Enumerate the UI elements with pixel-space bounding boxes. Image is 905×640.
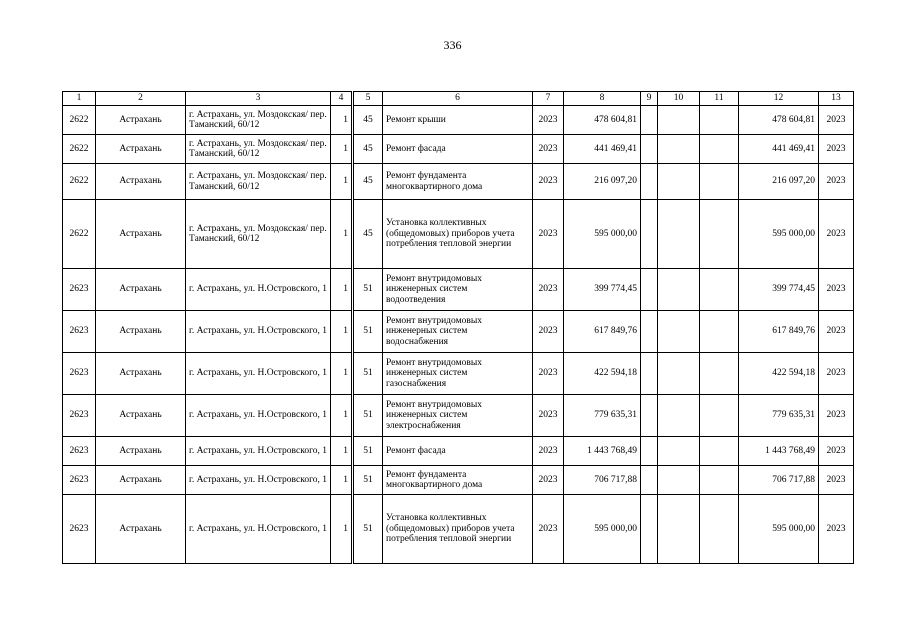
row-number-cell: 2622 — [63, 135, 96, 164]
completion-year-cell: 2023 — [819, 106, 854, 135]
amount-cell: 422 594,18 — [564, 353, 641, 395]
empty-cell-11 — [700, 495, 739, 564]
value-cell-4: 1 — [331, 495, 353, 564]
empty-cell-11 — [700, 135, 739, 164]
city-cell: Астрахань — [96, 106, 186, 135]
empty-cell-11 — [700, 269, 739, 311]
work-type-cell: Ремонт крыши — [383, 106, 533, 135]
address-cell: г. Астрахань, ул. Н.Островского, 1 — [186, 395, 331, 437]
empty-cell-11 — [700, 106, 739, 135]
value-cell-4: 1 — [331, 437, 353, 466]
year-cell: 2023 — [533, 200, 564, 269]
table-row — [63, 164, 854, 200]
total-cell: 1 443 768,49 — [739, 437, 819, 466]
empty-cell-11 — [700, 466, 739, 495]
col-header-6: 6 — [383, 92, 533, 106]
row-number-cell: 2623 — [63, 466, 96, 495]
value-cell-5: 51 — [353, 311, 383, 353]
year-cell: 2023 — [533, 395, 564, 437]
value-cell-5: 45 — [353, 106, 383, 135]
total-cell: 478 604,81 — [739, 106, 819, 135]
address-cell: г. Астрахань, ул. Н.Островского, 1 — [186, 353, 331, 395]
header-row — [63, 92, 854, 106]
empty-cell-9 — [641, 466, 658, 495]
empty-cell-9 — [641, 437, 658, 466]
empty-cell-10 — [658, 495, 700, 564]
empty-cell-9 — [641, 495, 658, 564]
empty-cell-11 — [700, 353, 739, 395]
col-header-10: 10 — [658, 92, 700, 106]
total-cell: 595 000,00 — [739, 495, 819, 564]
city-cell: Астрахань — [96, 466, 186, 495]
completion-year-cell: 2023 — [819, 395, 854, 437]
col-header-4: 4 — [331, 92, 353, 106]
city-cell: Астрахань — [96, 353, 186, 395]
year-cell: 2023 — [533, 311, 564, 353]
completion-year-cell: 2023 — [819, 269, 854, 311]
value-cell-5: 45 — [353, 135, 383, 164]
value-cell-4: 1 — [331, 269, 353, 311]
empty-cell-10 — [658, 395, 700, 437]
empty-cell-10 — [658, 106, 700, 135]
col-header-1: 1 — [63, 92, 96, 106]
completion-year-cell: 2023 — [819, 164, 854, 200]
value-cell-4: 1 — [331, 135, 353, 164]
table-row — [63, 353, 854, 395]
table-row — [63, 395, 854, 437]
total-cell: 422 594,18 — [739, 353, 819, 395]
empty-cell-11 — [700, 164, 739, 200]
year-cell: 2023 — [533, 437, 564, 466]
col-header-7: 7 — [533, 92, 564, 106]
empty-cell-9 — [641, 269, 658, 311]
city-cell: Астрахань — [96, 135, 186, 164]
empty-cell-9 — [641, 395, 658, 437]
amount-cell: 617 849,76 — [564, 311, 641, 353]
empty-cell-9 — [641, 135, 658, 164]
total-cell: 706 717,88 — [739, 466, 819, 495]
empty-cell-9 — [641, 106, 658, 135]
total-cell: 399 774,45 — [739, 269, 819, 311]
amount-cell: 595 000,00 — [564, 495, 641, 564]
work-type-cell: Ремонт фасада — [383, 437, 533, 466]
city-cell: Астрахань — [96, 395, 186, 437]
completion-year-cell: 2023 — [819, 200, 854, 269]
year-cell: 2023 — [533, 495, 564, 564]
row-number-cell: 2623 — [63, 437, 96, 466]
empty-cell-10 — [658, 311, 700, 353]
work-type-cell: Установка коллективных (общедомовых) приборов учета потребления тепловой энергии — [383, 200, 533, 269]
row-number-cell: 2623 — [63, 495, 96, 564]
value-cell-5: 51 — [353, 353, 383, 395]
completion-year-cell: 2023 — [819, 437, 854, 466]
amount-cell: 478 604,81 — [564, 106, 641, 135]
work-type-cell: Ремонт внутридомовых инженерных систем газоснабжения — [383, 353, 533, 395]
table-row — [63, 495, 854, 564]
table-row — [63, 437, 854, 466]
city-cell: Астрахань — [96, 269, 186, 311]
empty-cell-9 — [641, 311, 658, 353]
table-row — [63, 135, 854, 164]
value-cell-4: 1 — [331, 106, 353, 135]
works-table — [62, 91, 854, 564]
year-cell: 2023 — [533, 164, 564, 200]
city-cell: Астрахань — [96, 200, 186, 269]
empty-cell-11 — [700, 395, 739, 437]
empty-cell-10 — [658, 353, 700, 395]
value-cell-5: 45 — [353, 200, 383, 269]
address-cell: г. Астрахань, ул. Моздокская/ пер. Таманский, 60/12 — [186, 135, 331, 164]
empty-cell-11 — [700, 311, 739, 353]
value-cell-4: 1 — [331, 466, 353, 495]
completion-year-cell: 2023 — [819, 311, 854, 353]
row-number-cell: 2622 — [63, 106, 96, 135]
page-number: 336 — [443, 38, 462, 52]
city-cell: Астрахань — [96, 495, 186, 564]
row-number-cell: 2623 — [63, 395, 96, 437]
year-cell: 2023 — [533, 269, 564, 311]
year-cell: 2023 — [533, 353, 564, 395]
amount-cell: 216 097,20 — [564, 164, 641, 200]
work-type-cell: Ремонт фундамента многоквартирного дома — [383, 164, 533, 200]
col-header-13: 13 — [819, 92, 854, 106]
address-cell: г. Астрахань, ул. Н.Островского, 1 — [186, 269, 331, 311]
completion-year-cell: 2023 — [819, 353, 854, 395]
row-number-cell: 2622 — [63, 200, 96, 269]
empty-cell-10 — [658, 164, 700, 200]
total-cell: 216 097,20 — [739, 164, 819, 200]
col-header-8: 8 — [564, 92, 641, 106]
work-type-cell: Ремонт фундамента многоквартирного дома — [383, 466, 533, 495]
work-type-cell: Ремонт внутридомовых инженерных систем электроснабжения — [383, 395, 533, 437]
value-cell-4: 1 — [331, 164, 353, 200]
amount-cell: 441 469,41 — [564, 135, 641, 164]
col-header-5: 5 — [353, 92, 383, 106]
completion-year-cell: 2023 — [819, 495, 854, 564]
row-number-cell: 2623 — [63, 311, 96, 353]
empty-cell-10 — [658, 437, 700, 466]
year-cell: 2023 — [533, 135, 564, 164]
city-cell: Астрахань — [96, 437, 186, 466]
empty-cell-10 — [658, 269, 700, 311]
row-number-cell: 2622 — [63, 164, 96, 200]
address-cell: г. Астрахань, ул. Н.Островского, 1 — [186, 437, 331, 466]
row-number-cell: 2623 — [63, 269, 96, 311]
city-cell: Астрахань — [96, 311, 186, 353]
col-header-3: 3 — [186, 92, 331, 106]
table-row — [63, 106, 854, 135]
city-cell: Астрахань — [96, 164, 186, 200]
work-type-cell: Установка коллективных (общедомовых) приборов учета потребления тепловой энергии — [383, 495, 533, 564]
empty-cell-10 — [658, 200, 700, 269]
total-cell: 617 849,76 — [739, 311, 819, 353]
address-cell: г. Астрахань, ул. Моздокская/ пер. Таманский, 60/12 — [186, 106, 331, 135]
empty-cell-9 — [641, 164, 658, 200]
completion-year-cell: 2023 — [819, 135, 854, 164]
work-type-cell: Ремонт фасада — [383, 135, 533, 164]
address-cell: г. Астрахань, ул. Моздокская/ пер. Таманский, 60/12 — [186, 164, 331, 200]
col-header-2: 2 — [96, 92, 186, 106]
col-header-11: 11 — [700, 92, 739, 106]
row-number-cell: 2623 — [63, 353, 96, 395]
address-cell: г. Астрахань, ул. Моздокская/ пер. Таманский, 60/12 — [186, 200, 331, 269]
total-cell: 595 000,00 — [739, 200, 819, 269]
value-cell-5: 51 — [353, 269, 383, 311]
value-cell-4: 1 — [331, 311, 353, 353]
empty-cell-9 — [641, 353, 658, 395]
empty-cell-10 — [658, 135, 700, 164]
total-cell: 441 469,41 — [739, 135, 819, 164]
amount-cell: 779 635,31 — [564, 395, 641, 437]
table-row — [63, 200, 854, 269]
col-header-9: 9 — [641, 92, 658, 106]
table-row — [63, 311, 854, 353]
empty-cell-11 — [700, 200, 739, 269]
address-cell: г. Астрахань, ул. Н.Островского, 1 — [186, 466, 331, 495]
empty-cell-10 — [658, 466, 700, 495]
work-type-cell: Ремонт внутридомовых инженерных систем водоснабжения — [383, 311, 533, 353]
value-cell-5: 51 — [353, 395, 383, 437]
value-cell-4: 1 — [331, 395, 353, 437]
year-cell: 2023 — [533, 106, 564, 135]
col-header-12: 12 — [739, 92, 819, 106]
year-cell: 2023 — [533, 466, 564, 495]
empty-cell-9 — [641, 200, 658, 269]
table-row — [63, 269, 854, 311]
address-cell: г. Астрахань, ул. Н.Островского, 1 — [186, 311, 331, 353]
value-cell-5: 45 — [353, 164, 383, 200]
amount-cell: 399 774,45 — [564, 269, 641, 311]
value-cell-4: 1 — [331, 200, 353, 269]
total-cell: 779 635,31 — [739, 395, 819, 437]
completion-year-cell: 2023 — [819, 466, 854, 495]
value-cell-4: 1 — [331, 353, 353, 395]
value-cell-5: 51 — [353, 437, 383, 466]
value-cell-5: 51 — [353, 495, 383, 564]
table-row — [63, 466, 854, 495]
address-cell: г. Астрахань, ул. Н.Островского, 1 — [186, 495, 331, 564]
amount-cell: 706 717,88 — [564, 466, 641, 495]
work-type-cell: Ремонт внутридомовых инженерных систем водоотведения — [383, 269, 533, 311]
amount-cell: 1 443 768,49 — [564, 437, 641, 466]
empty-cell-11 — [700, 437, 739, 466]
amount-cell: 595 000,00 — [564, 200, 641, 269]
value-cell-5: 51 — [353, 466, 383, 495]
